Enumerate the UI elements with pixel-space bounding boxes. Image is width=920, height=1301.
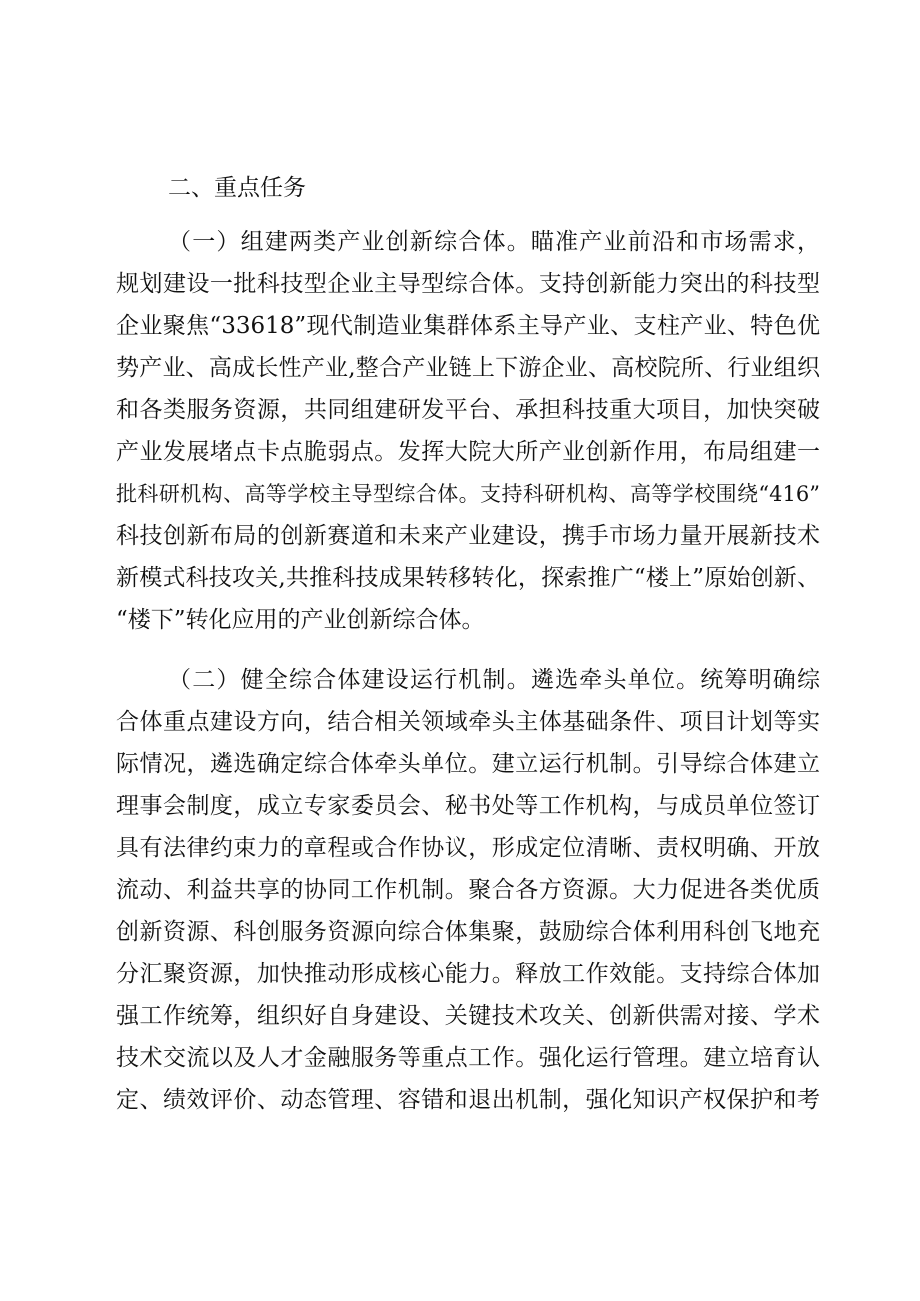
paragraph-1-line-9: 新模式科技攻关,共推科技成果转移转化，探索推广“楼上”原始创新、 <box>116 565 820 591</box>
section-heading: 二、重点任务 <box>168 175 306 201</box>
paragraph-2-line-8: 分汇聚资源，加快推动形成核心能力。释放工作效能。支持综合体加 <box>116 961 820 987</box>
paragraph-1-line-7: 批科研机构、高等学校主导型综合体。支持科研机构、高等学校围绕“416” <box>116 482 820 506</box>
paragraph-1-line-4: 势产业、高成长性产业,整合产业链上下游企业、高校院所、行业组织 <box>116 355 820 381</box>
paragraph-1-line-2: 规划建设一批科技型企业主导型综合体。支持创新能力突出的科技型 <box>116 271 820 297</box>
paragraph-2-line-3: 际情况，遴选确定综合体牵头单位。建立运行机制。引导综合体建立 <box>116 751 820 777</box>
paragraph-2-line-5: 具有法律约束力的章程或合作协议，形成定位清晰、责权明确、开放 <box>116 835 820 861</box>
paragraph-1-line-6: 产业发展堵点卡点脆弱点。发挥大院大所产业创新作用，布局组建一 <box>116 439 820 465</box>
paragraph-2-line-2: 合体重点建设方向，结合相关领域牵头主体基础条件、项目计划等实 <box>116 709 820 735</box>
paragraph-2-line-6: 流动、利益共享的协同工作机制。聚合各方资源。大力促进各类优质 <box>116 877 820 903</box>
paragraph-1-line-5: 和各类服务资源，共同组建研发平台、承担科技重大项目，加快突破 <box>116 397 820 423</box>
paragraph-1-line-3: 企业聚焦“33618”现代制造业集群体系主导产业、支柱产业、特色优 <box>116 313 820 339</box>
paragraph-2-line-9: 强工作统筹，组织好自身建设、关键技术攻关、创新供需对接、学术 <box>116 1003 820 1029</box>
paragraph-2-line-4: 理事会制度，成立专家委员会、秘书处等工作机构，与成员单位签订 <box>116 793 820 819</box>
paragraph-1-line-1: （一）组建两类产业创新综合体。瞄准产业前沿和市场需求， <box>168 229 820 255</box>
paragraph-2-line-7: 创新资源、科创服务资源向综合体集聚，鼓励综合体利用科创飞地充 <box>116 919 820 945</box>
paragraph-2-line-11: 定、绩效评价、动态管理、容错和退出机制，强化知识产权保护和考 <box>116 1087 820 1113</box>
paragraph-2-line-10: 技术交流以及人才金融服务等重点工作。强化运行管理。建立培育认 <box>116 1045 820 1071</box>
paragraph-1-line-10: “楼下”转化应用的产业创新综合体。 <box>116 607 485 633</box>
paragraph-1-line-8: 科技创新布局的创新赛道和未来产业建设，携手市场力量开展新技术 <box>116 523 820 549</box>
paragraph-2-line-1: （二）健全综合体建设运行机制。遴选牵头单位。统筹明确综 <box>168 667 820 693</box>
